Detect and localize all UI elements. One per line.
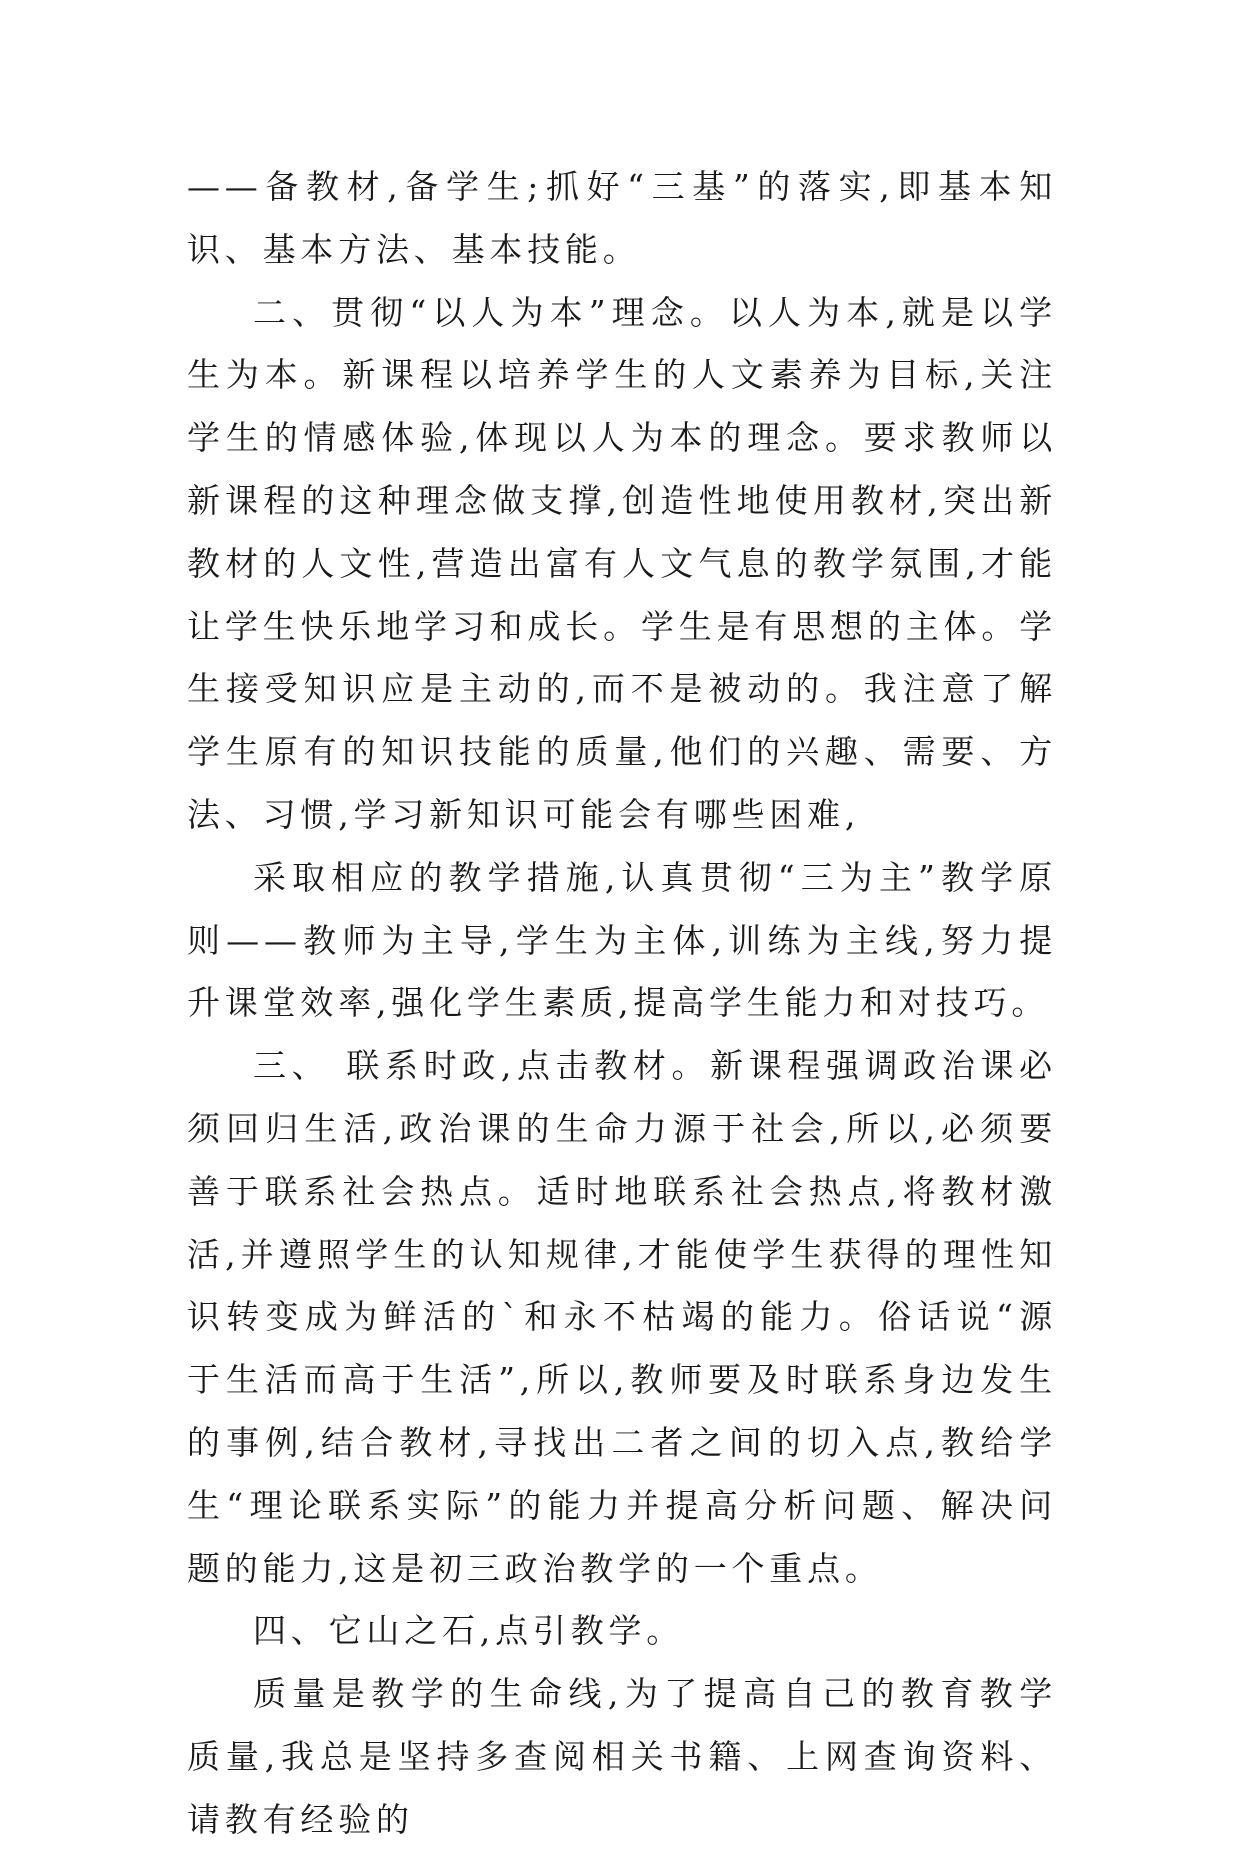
paragraph-continuation: ——备教材,备学生;抓好“三基”的落实,即基本知识、基本方法、基本技能。 (187, 167, 1057, 269)
paragraph-quality: 质量是教学的生命线,为了提高自己的教育教学质量,我总是坚持多查阅相关书籍、上网查询资料、请教有经验的 (187, 1674, 1057, 1839)
paragraph-section-two: 二、贯彻“以人为本”理念。以人为本,就是以学生为本。新课程以培养学生的人文素养为目标,关注学生的情感体验,体现以人为本的理念。要求教师以新课程的这种理念做支撑,创造性地使用教材,突出新教材的人文性,营造出富有人文气息的教学氛围,才能让学生快乐地学习和成长。学生是有思想的主体。学生接受知识应是主动的,而不是被动的。我注意了解学生原有的知识技能的质量,他们的兴趣、需要、方法、习惯,学习新知识可能会有哪些困难, (187, 292, 1057, 834)
paragraph-section-three: 三、 联系时政,点击教材。新课程强调政治课必须回归生活,政治课的生命力源于社会,所以,必须要善于联系社会热点。适时地联系社会热点,将教材激活,并遵照学生的认知规律,才能使学生获得的理性知识转变成为鲜活的`和永不枯竭的能力。俗话说“源于生活而高于生活”,所以,教师要及时联系身边发生的事例,结合教材,寻找出二者之间的切入点,教给学生“理论联系实际”的能力并提高分析问题、解决问题的能力,这是初三政治教学的一个重点。 (187, 1046, 1057, 1588)
paragraph-section-four-heading: 四、它山之石,点引教学。 (253, 1611, 685, 1651)
paragraph-teaching-principle: 采取相应的教学措施,认真贯彻“三为主”教学原则——教师为主导,学生为主体,训练为主线,努力提升课堂效率,强化学生素质,提高学生能力和对技巧。 (187, 857, 1057, 1023)
document-body (187, 156, 1057, 1852)
